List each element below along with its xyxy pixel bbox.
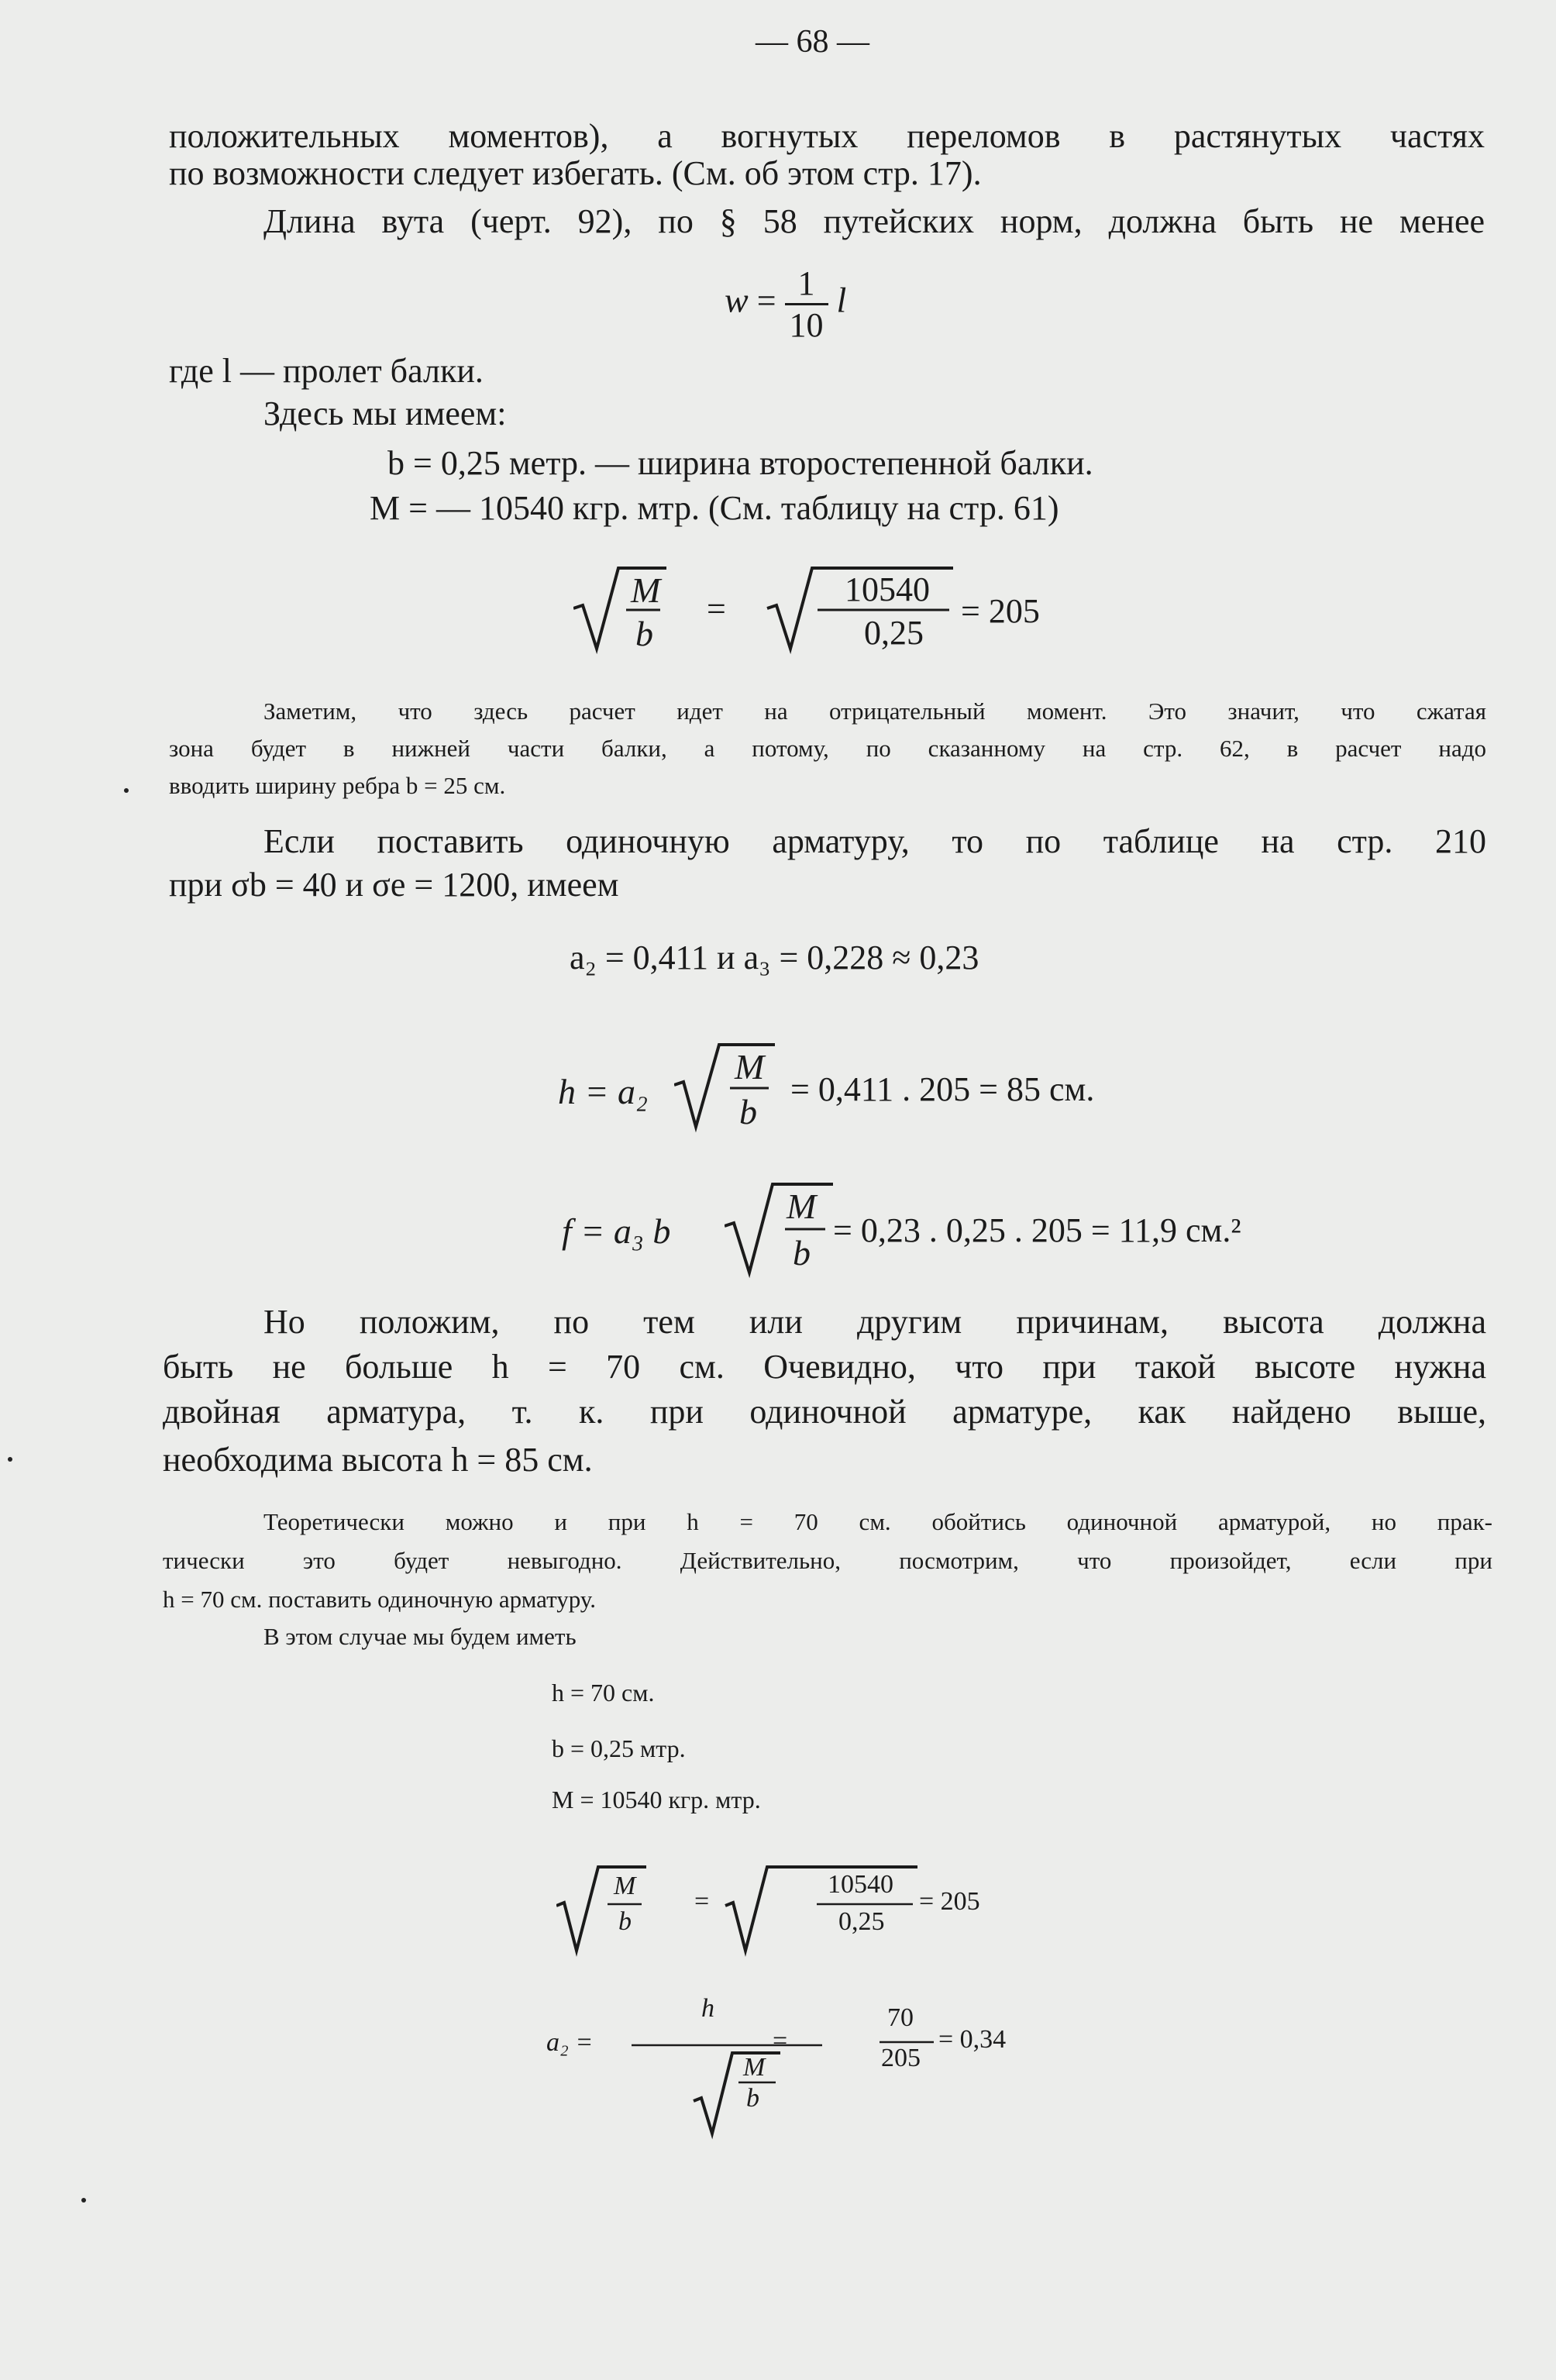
equation-f — [562, 1170, 1414, 1286]
paragraph-line: необходима высота h = 85 см. — [163, 1441, 593, 1479]
paragraph-line: положительных моментов), а вогнутых переломов в растянутых частях — [169, 117, 1485, 155]
fraction-denominator: 205 — [881, 2044, 921, 2072]
fraction-denominator: b — [793, 1233, 811, 1273]
fraction-numerator: M — [631, 570, 661, 610]
fraction-denominator: 0,25 — [864, 614, 924, 652]
fraction-numerator: M — [614, 1872, 636, 1900]
fraction-numerator: 70 — [887, 2003, 914, 2032]
result: = 205 — [961, 592, 1040, 630]
equation-sqrt-2: M b = 10540 0,25 = 205 — [556, 1856, 1099, 1965]
fraction-numerator: M — [743, 2053, 766, 2082]
scan-speck — [124, 788, 129, 793]
note-line: тически это будет невыгодно. Действительно, посмотрим, что произойдет, если при — [163, 1547, 1492, 1574]
paragraph-line: при σb = 40 и σe = 1200, имеем — [169, 866, 619, 904]
fraction — [785, 263, 828, 345]
note-line: вводить ширину ребра b = 25 см. — [169, 772, 506, 799]
fraction-numerator: 1 — [785, 263, 828, 305]
equation-sqrt-1: M b = 10540 0,25 = 205 — [573, 554, 1116, 663]
fraction-numerator: M — [735, 1047, 765, 1087]
radical-sign — [601, 1988, 1065, 2143]
fraction-denominator: b — [618, 1907, 632, 1936]
value-M: M = 10540 кгр. мтр. — [552, 1786, 761, 1813]
equation-a2: a₂ = h M b = 70 205 = 0,34 — [546, 1988, 1089, 2143]
result: = 0,34 — [938, 2025, 1007, 2054]
page-number: — 68 — — [756, 24, 869, 60]
scan-speck — [8, 1457, 12, 1462]
note-line: зона будет в нижней части балки, а потому, по сказанному на стр. 62, в расчет надо — [169, 735, 1486, 762]
paragraph-line: по возможности следует избегать. (См. об этом стр. 17). — [169, 154, 982, 192]
fraction-denominator: 0,25 — [838, 1907, 885, 1936]
fraction-numerator: h — [701, 1994, 714, 2023]
note-line: Теоретически можно и при h = 70 см. обойтись одиночной арматурой, но прак- — [263, 1508, 1492, 1535]
scan-speck — [81, 2198, 86, 2203]
fraction-denominator: b — [746, 2084, 759, 2113]
note-line: В этом случае мы будем иметь — [263, 1623, 577, 1650]
paragraph-line: где l — пролет балки. — [169, 352, 484, 390]
result: = 0,23 . 0,25 . 205 = 11,9 см.² — [833, 1211, 1241, 1249]
radical-sign — [725, 1170, 841, 1286]
fraction-numerator: 10540 — [845, 570, 930, 608]
eq-lhs: a₂ = — [546, 2028, 594, 2057]
paragraph-line: Здесь мы имеем: — [263, 394, 507, 432]
paragraph-line: Но положим, по тем или другим причинам, высота должна — [263, 1303, 1486, 1341]
paragraph-line: Длина вута (черт. 92), по § 58 путейских норм, должна быть не менее — [263, 202, 1485, 240]
eq-symbol: w — [725, 280, 749, 320]
definition-M: M = — 10540 кгр. мтр. (См. таблицу на стр. 61) — [370, 489, 1059, 527]
result: = 0,411 . 205 = 85 см. — [790, 1070, 1095, 1108]
fraction-numerator: M — [787, 1187, 817, 1226]
equation-h — [558, 1031, 1255, 1139]
eq-lhs: h = a₂ — [558, 1072, 649, 1111]
eq-lhs: f = a₃ b — [562, 1211, 671, 1251]
radical-sign — [674, 1031, 790, 1139]
value-h: h = 70 см. — [552, 1679, 655, 1707]
note-line: h = 70 см. поставить одиночную арматуру. — [163, 1586, 596, 1613]
definition-b: b = 0,25 метр. — ширина второстепенной балки. — [387, 444, 1093, 482]
value-b: b = 0,25 мтр. — [552, 1734, 686, 1762]
paragraph-line: двойная арматура, т. к. при одиночной арматуре, как найдено выше, — [163, 1393, 1486, 1431]
fraction-denominator: b — [635, 614, 653, 653]
paragraph-line: Если поставить одиночную арматуру, то по таблице на стр. 210 — [263, 822, 1486, 860]
equation-a: a₂ = 0,411 и a₃ = 0,228 ≈ 0,23 — [570, 939, 979, 976]
equation-w: w = $\frac{1}{10}$ l — [725, 264, 847, 344]
eq-symbol: l — [836, 280, 847, 320]
fraction-denominator: b — [739, 1092, 757, 1131]
paragraph-line: быть не больше h = 70 см. Очевидно, что при такой высоте нужна — [163, 1348, 1486, 1386]
result: = 205 — [919, 1887, 980, 1916]
fraction-numerator: 10540 — [828, 1870, 893, 1899]
note-line: Заметим, что здесь расчет идет на отрицательный момент. Это значит, что сжатая — [263, 697, 1486, 725]
fraction-denominator: 10 — [789, 306, 824, 344]
